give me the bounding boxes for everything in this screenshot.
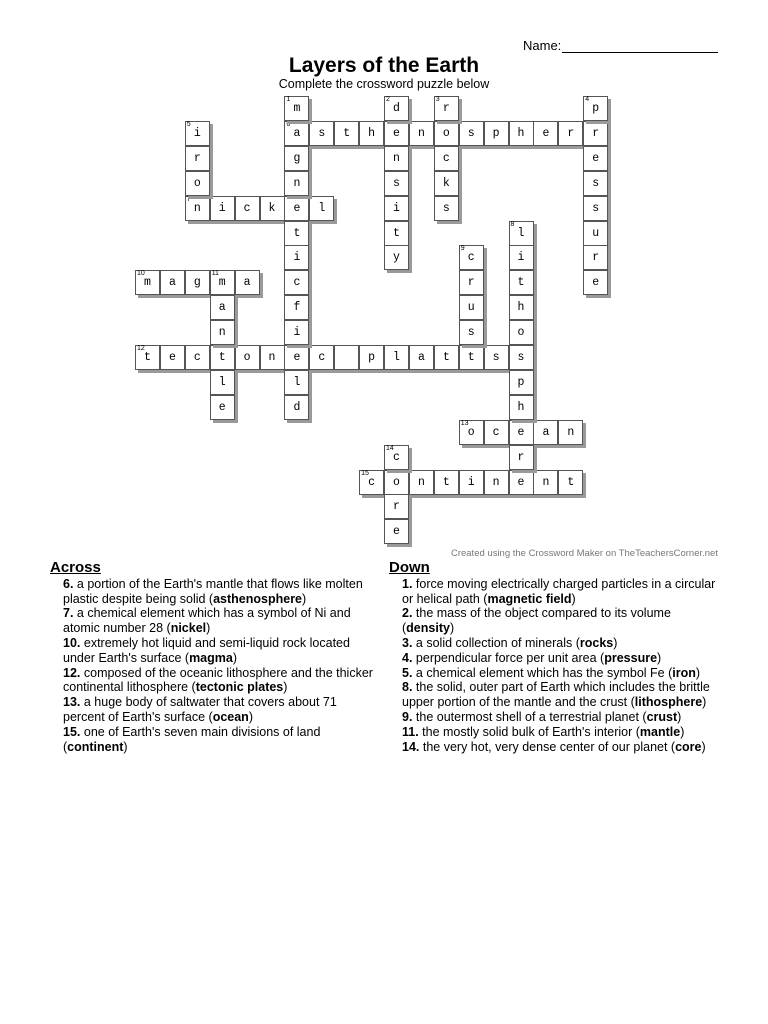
clue-number: 12 [137, 345, 145, 352]
clue-item: 6. a portion of the Earth's mantle that flows like molten plastic despite being solid (asthenosphere) [63, 576, 363, 606]
grid-cell[interactable] [160, 345, 185, 370]
clue-item: 13. a huge body of saltwater that covers about 71 percent of Earth's surface (ocean) [63, 695, 337, 724]
cell-letter: p [517, 375, 525, 389]
cell-letter: t [467, 351, 475, 364]
grid-cell[interactable] [284, 171, 309, 196]
cell-letter: t [393, 226, 400, 240]
across-clue-list [50, 577, 380, 755]
grid-cell[interactable] [409, 470, 434, 495]
grid-cell[interactable] [384, 519, 409, 544]
grid-cell[interactable] [384, 245, 409, 270]
clue-number: 6 [286, 120, 291, 128]
grid-cell[interactable] [434, 146, 459, 171]
clue-number: 13. [63, 695, 81, 710]
cell-letter: u [592, 226, 600, 240]
grid-cell[interactable] [185, 196, 210, 221]
grid-cell[interactable] [509, 221, 534, 246]
cell-letter: m [218, 276, 226, 290]
clue-number: 4 [585, 96, 590, 103]
grid-cell[interactable] [284, 295, 309, 320]
cell-letter: t [293, 226, 301, 240]
grid-cell[interactable] [284, 121, 309, 146]
grid-cell[interactable] [359, 121, 384, 146]
cell-letter: t [517, 276, 525, 290]
cell-letter: p [492, 126, 500, 140]
clue-number: 10 [137, 270, 145, 278]
grid-cell[interactable] [558, 121, 583, 146]
cell-letter: e [393, 525, 400, 539]
grid-cell[interactable] [284, 370, 309, 395]
cell-letter: o [517, 326, 525, 340]
clue-answer: magma [189, 650, 233, 665]
grid-cell[interactable] [185, 270, 210, 295]
name-label: Name: [523, 38, 562, 53]
grid-cell[interactable] [533, 121, 558, 146]
grid-cell[interactable] [459, 270, 484, 295]
cell-letter: o [467, 425, 475, 439]
clue-answer: asthenosphere [213, 591, 303, 606]
clue-number: 15. [63, 724, 81, 739]
clue-answer: nickel [170, 621, 207, 636]
grid-cell[interactable] [558, 470, 583, 495]
cell-letter: l [318, 201, 326, 215]
cell-letter: a [293, 126, 301, 140]
clue-number: 14. [402, 739, 420, 754]
grid-cell[interactable] [210, 320, 235, 345]
grid-cell[interactable] [583, 196, 608, 221]
cell-letter: e [168, 351, 176, 364]
grid-cell[interactable] [533, 420, 558, 445]
cell-letter: n [417, 126, 425, 140]
grid-cell[interactable] [384, 171, 409, 196]
grid-cell[interactable] [210, 270, 235, 295]
grid-cell[interactable] [384, 196, 409, 221]
grid-cell[interactable] [434, 196, 459, 221]
cell-letter: i [517, 251, 525, 265]
cell-letter: t [442, 475, 450, 489]
grid-cell[interactable] [185, 121, 210, 146]
clue-number: 15 [361, 469, 369, 477]
grid-cell[interactable] [284, 320, 309, 345]
cell-letter: c [318, 351, 326, 364]
grid-cell[interactable] [309, 196, 334, 221]
credit-line: Created using the Crossword Maker on TheTeachersCorner.net [450, 548, 718, 559]
grid-cell[interactable] [359, 345, 384, 370]
grid-cell[interactable] [434, 470, 459, 495]
grid-cell[interactable] [583, 221, 608, 246]
clue-number: 2. [402, 606, 413, 621]
grid-cell[interactable] [583, 96, 608, 121]
clue-number: 8 [510, 220, 515, 228]
grid-cell[interactable] [509, 121, 534, 146]
cell-letter: p [592, 102, 600, 115]
grid-cell[interactable] [284, 245, 309, 270]
grid-cell[interactable] [583, 245, 608, 270]
grid-cell[interactable] [210, 295, 235, 320]
grid-cell[interactable] [384, 445, 409, 470]
clue-answer: density [406, 621, 450, 636]
across-heading: Across [50, 559, 101, 576]
cell-letter: o [193, 176, 201, 190]
grid-cell[interactable] [459, 245, 484, 270]
cell-letter: r [592, 251, 600, 265]
cell-letter: i [218, 201, 226, 215]
cell-letter: n [193, 201, 201, 215]
grid-cell[interactable] [334, 345, 359, 370]
clue-item: 15. one of Earth's seven main divisions of land (continent) [63, 724, 321, 754]
cell-letter: l [517, 226, 525, 240]
clue-item: 10. extremely hot liquid and semi-liquid rock located under Earth's surface (magma) [63, 635, 350, 665]
cell-letter: e [517, 475, 525, 489]
cell-letter: n [567, 425, 575, 439]
grid-cell[interactable] [260, 196, 285, 221]
cell-letter: n [218, 326, 226, 340]
cell-letter: r [442, 102, 450, 115]
clue-number: 6. [63, 576, 74, 591]
clue-number: 10. [63, 635, 81, 650]
grid-cell[interactable] [459, 320, 484, 345]
grid-cell[interactable] [509, 370, 534, 395]
cell-letter: e [293, 201, 301, 215]
grid-cell[interactable] [459, 121, 484, 146]
cell-letter: r [467, 276, 475, 290]
clue-item: 14. the very hot, very dense center of our planet (core) [402, 739, 706, 754]
cell-letter: s [442, 201, 450, 215]
grid-cell[interactable] [509, 395, 534, 420]
grid-cell[interactable] [583, 171, 608, 196]
grid-cell[interactable] [284, 146, 309, 171]
clue-answer: iron [672, 665, 696, 680]
clue-number: 7 [186, 195, 191, 203]
clue-item: 2. the mass of the object compared to its volume (density) [402, 606, 671, 636]
clue-number: 4. [402, 650, 413, 665]
grid-cell[interactable] [509, 445, 534, 470]
cell-letter: s [592, 201, 600, 215]
clue-number: 12. [63, 665, 81, 680]
cell-letter: c [243, 201, 251, 215]
cell-letter: t [442, 351, 450, 364]
grid-cell[interactable] [459, 470, 484, 495]
cell-letter: o [393, 475, 400, 489]
grid-cell[interactable] [384, 345, 409, 370]
cell-letter: s [467, 126, 475, 140]
cell-letter: r [393, 500, 400, 514]
grid-cell[interactable] [583, 146, 608, 171]
clue-number: 3. [402, 635, 413, 650]
grid-cell[interactable] [384, 221, 409, 246]
clue-number: 2 [386, 96, 390, 103]
clue-answer: rocks [579, 635, 614, 650]
clue-item: 11. the mostly solid bulk of Earth's interior (mantle) [402, 724, 685, 739]
grid-cell[interactable] [235, 345, 260, 370]
cell-letter: c [492, 425, 500, 439]
grid-cell[interactable] [210, 370, 235, 395]
cell-letter: a [417, 351, 425, 364]
cell-letter: y [393, 251, 400, 265]
cell-letter: g [193, 276, 201, 290]
cell-letter: h [517, 301, 525, 315]
grid-cell[interactable] [509, 295, 534, 320]
cell-letter: e [592, 276, 600, 290]
clue-number: 7. [63, 606, 74, 621]
grid-cell[interactable] [309, 345, 334, 370]
grid-cell[interactable] [484, 345, 509, 370]
across-clues [50, 561, 380, 754]
grid-cell[interactable] [409, 121, 434, 146]
cell-letter: e [517, 425, 525, 439]
grid-cell[interactable] [434, 96, 459, 121]
cell-letter: s [467, 326, 475, 340]
cell-letter: i [393, 201, 400, 215]
cell-letter: m [144, 276, 151, 290]
cell-letter: l [218, 375, 226, 389]
clue-item: 3. a solid collection of minerals (rocks) [402, 635, 618, 650]
grid-cell[interactable] [284, 196, 309, 221]
cell-letter: d [293, 400, 301, 414]
grid-cell[interactable] [210, 395, 235, 420]
cell-letter: c [293, 276, 301, 290]
cell-letter: m [293, 102, 301, 115]
grid-cell[interactable] [434, 121, 459, 146]
grid-cell[interactable] [509, 345, 534, 370]
grid-cell[interactable] [558, 420, 583, 445]
cell-letter: k [268, 201, 276, 215]
clue-answer: ocean [212, 709, 249, 724]
grid-cell[interactable] [509, 270, 534, 295]
grid-cell[interactable] [583, 121, 608, 146]
cell-letter: e [293, 351, 301, 364]
cell-letter: n [268, 351, 276, 364]
cell-letter: l [293, 375, 301, 389]
cell-letter: n [293, 176, 301, 190]
grid-cell[interactable] [185, 345, 210, 370]
clue-answer: mantle [639, 724, 681, 739]
grid-cell[interactable] [384, 96, 409, 121]
clue-number: 5 [186, 120, 191, 128]
clue-number: 13 [460, 419, 469, 427]
cell-letter: e [542, 126, 550, 140]
grid-cell[interactable] [210, 345, 235, 370]
clue-item: 9. the outermost shell of a terrestrial planet (crust) [402, 709, 682, 724]
grid-cell[interactable] [533, 470, 558, 495]
grid-cell[interactable] [484, 420, 509, 445]
grid-cell[interactable] [434, 171, 459, 196]
cell-letter: n [417, 475, 425, 489]
down-clues [389, 561, 719, 754]
cell-letter: u [467, 301, 475, 315]
cell-letter: s [393, 176, 400, 190]
clue-item: 4. perpendicular force per unit area (pressure) [402, 650, 662, 665]
grid-cell[interactable] [384, 121, 409, 146]
cell-letter: l [393, 351, 400, 364]
cell-letter: t [144, 351, 151, 364]
grid-cell[interactable] [284, 395, 309, 420]
cell-letter: g [293, 151, 301, 165]
grid-cell[interactable] [509, 245, 534, 270]
cell-letter: i [293, 326, 301, 340]
cell-letter: d [393, 102, 400, 115]
clue-answer: tectonic plates [195, 680, 284, 695]
cell-letter: o [243, 351, 251, 364]
cell-letter: h [517, 400, 525, 414]
grid-cell[interactable] [384, 494, 409, 519]
clue-answer: core [675, 739, 702, 754]
cell-letter: c [442, 151, 450, 165]
clue-answer: pressure [604, 650, 658, 665]
cell-letter: n [492, 475, 500, 489]
grid-cell[interactable] [235, 270, 260, 295]
cell-letter: e [592, 151, 600, 165]
clue-number: 1 [286, 96, 291, 103]
grid-cell[interactable] [509, 320, 534, 345]
grid-cell[interactable] [384, 146, 409, 171]
grid-cell[interactable] [284, 345, 309, 370]
clue-number: 5. [402, 665, 413, 680]
grid-cell[interactable] [509, 470, 534, 495]
grid-cell[interactable] [309, 121, 334, 146]
grid-cell[interactable] [185, 171, 210, 196]
cell-letter: f [293, 301, 301, 315]
clue-answer: crust [646, 709, 678, 724]
page-title: Layers of the Earth [288, 54, 480, 77]
grid-cell[interactable] [135, 270, 160, 295]
cell-letter: i [293, 251, 301, 265]
grid-cell[interactable] [334, 121, 359, 146]
grid-cell[interactable] [210, 196, 235, 221]
grid-cell[interactable] [135, 345, 160, 370]
cell-letter: i [193, 126, 201, 140]
clue-item: 5. a chemical element which has the symbol Fe (iron) [402, 665, 701, 680]
cell-letter: s [592, 176, 600, 190]
clue-item: 7. a chemical element which has a symbol of Ni and atomic number 28 (nickel) [63, 606, 351, 636]
cell-letter: r [517, 450, 525, 464]
cell-letter: n [542, 475, 550, 489]
cell-letter: h [517, 126, 525, 140]
clue-answer: continent [67, 739, 124, 754]
grid-cell[interactable] [359, 470, 384, 495]
cell-letter: r [193, 151, 201, 165]
cell-letter: k [442, 176, 450, 190]
cell-letter: a [542, 425, 550, 439]
cell-letter: c [368, 475, 376, 489]
grid-cell[interactable] [284, 96, 309, 121]
clue-answer: magnetic field [487, 591, 572, 606]
cell-letter: i [467, 475, 475, 489]
cell-letter: t [218, 351, 226, 364]
down-heading: Down [389, 559, 430, 576]
grid-cell[interactable] [509, 420, 534, 445]
cell-letter: r [592, 126, 600, 140]
grid-cell[interactable] [583, 270, 608, 295]
clue-number: 9 [460, 245, 465, 253]
clue-number: 3 [435, 96, 440, 103]
clue-item: 8. the solid, outer part of Earth which includes the brittle upper portion of the mantle and the crust (lithosphere) [402, 680, 710, 710]
cell-letter: o [442, 126, 450, 140]
cell-letter: s [318, 126, 326, 140]
cell-letter: c [393, 450, 400, 464]
cell-letter: s [492, 351, 500, 364]
cell-letter: e [218, 400, 226, 414]
cell-letter: a [243, 276, 251, 290]
cell-letter: a [218, 301, 226, 315]
cell-letter: c [467, 251, 475, 265]
grid-cell[interactable] [384, 470, 409, 495]
cell-letter: r [567, 126, 575, 140]
clue-number: 11. [402, 724, 419, 739]
grid-cell[interactable] [459, 345, 484, 370]
cell-letter: h [368, 126, 376, 140]
down-clue-list [389, 577, 719, 755]
cell-letter: p [368, 351, 376, 364]
grid-cell[interactable] [409, 345, 434, 370]
page-subtitle: Complete the crossword puzzle below [278, 77, 490, 91]
grid-cell[interactable] [484, 470, 509, 495]
cell-letter: e [393, 126, 400, 140]
clue-number: 8. [402, 680, 413, 695]
cell-letter: s [517, 351, 525, 364]
cell-letter: a [168, 276, 176, 290]
cell-letter: t [343, 126, 351, 140]
clue-number: 14 [386, 444, 394, 452]
cell-letter: t [567, 475, 575, 489]
cell-letter: n [393, 151, 400, 165]
grid-cell[interactable] [484, 121, 509, 146]
grid-cell[interactable] [459, 420, 484, 445]
grid-cell[interactable] [284, 221, 309, 246]
cell-letter: c [193, 351, 201, 364]
grid-cell[interactable] [260, 345, 285, 370]
clue-item: 12. composed of the oceanic lithosphere and the thicker continental lithosphere (tectonic plates) [63, 665, 373, 695]
clue-number: 9. [402, 709, 413, 724]
grid-cell[interactable] [235, 196, 260, 221]
grid-cell[interactable] [459, 295, 484, 320]
grid-cell[interactable] [185, 146, 210, 171]
clue-item: 1. force moving electrically charged particles in a circular or helical path (magnetic field) [402, 576, 716, 606]
clue-answer: lithosphere [634, 695, 703, 710]
grid-cell[interactable] [160, 270, 185, 295]
grid-cell[interactable] [284, 270, 309, 295]
grid-cell[interactable] [434, 345, 459, 370]
clue-number: 1. [402, 576, 413, 591]
clue-number: 11 [211, 270, 219, 278]
